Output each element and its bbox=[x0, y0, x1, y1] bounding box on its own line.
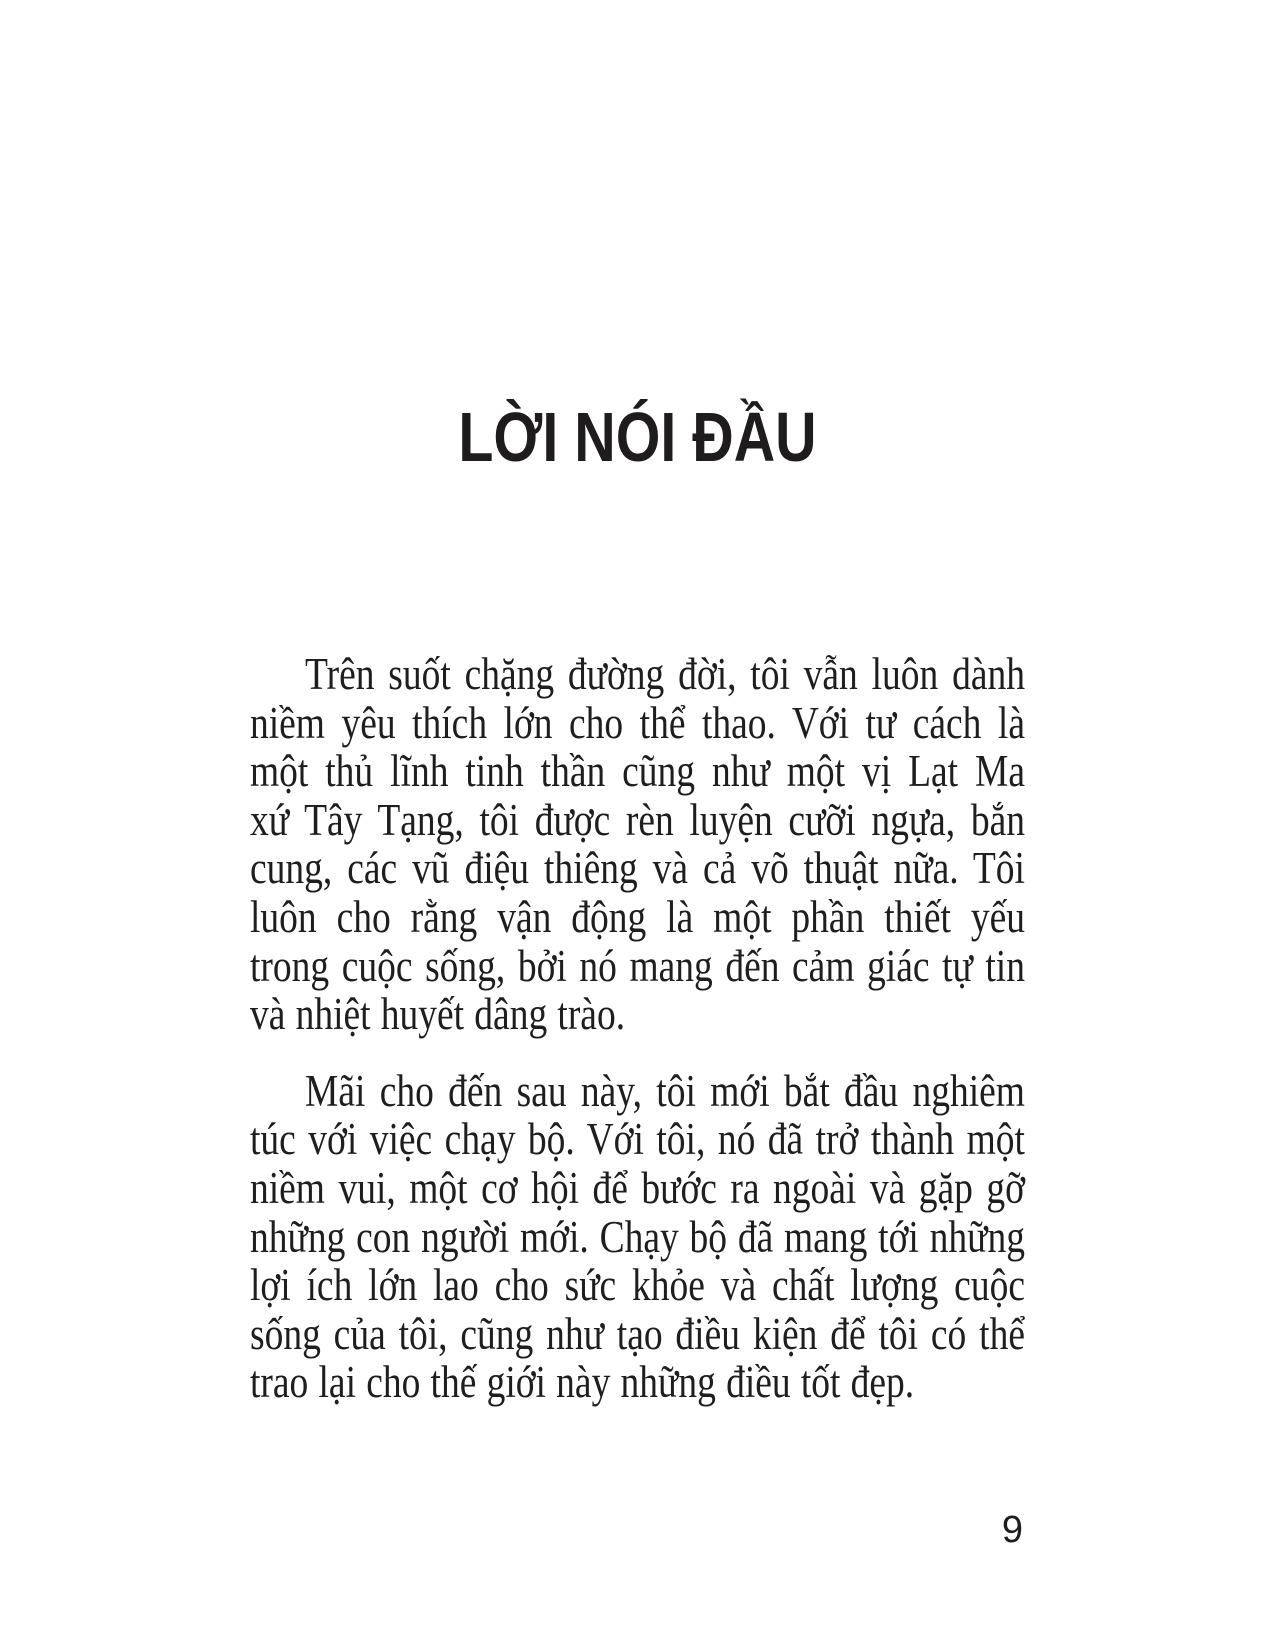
paragraph-1-line: một thủ lĩnh tinh thần cũng như một vị Lạt Ma bbox=[250, 746, 1025, 797]
paragraph-2 bbox=[250, 1067, 1025, 1407]
paragraph-2-line: niềm vui, một cơ hội để bước ra ngoài và gặp gỡ bbox=[250, 1162, 1025, 1213]
body-text bbox=[250, 650, 1025, 1407]
page-number: 9 bbox=[1001, 1509, 1023, 1551]
paragraph-2-line: những con người mới. Chạy bộ đã mang tới những bbox=[250, 1211, 1025, 1262]
paragraph-1-line: xứ Tây Tạng, tôi được rèn luyện cưỡi ngựa, bắn bbox=[250, 794, 1025, 845]
paragraph-1 bbox=[250, 650, 1025, 1039]
paragraph-1-line: Trên suốt chặng đường đời, tôi vẫn luôn dành bbox=[304, 649, 1025, 699]
paragraph-1-line: cung, các vũ điệu thiêng và cả võ thuật nữa. Tôi bbox=[250, 843, 1025, 894]
paragraph-1-line: trong cuộc sống, bởi nó mang đến cảm giác tự tin bbox=[250, 940, 1025, 991]
paragraph-1-line: luôn cho rằng vận động là một phần thiết yếu bbox=[250, 891, 1025, 942]
paragraph-2-line: trao lại cho thế giới này những điều tốt đẹp. bbox=[250, 1357, 915, 1408]
paragraph-2-line: lợi ích lớn lao cho sức khỏe và chất lượng cuộc bbox=[250, 1260, 1025, 1311]
paragraph-1-line: và nhiệt huyết dâng trào. bbox=[250, 989, 626, 1040]
chapter-title: LỜI NÓI ĐẦU bbox=[458, 397, 817, 476]
paragraph-2-line: sống của tôi, cũng như tạo điều kiện để tôi có thể bbox=[250, 1308, 1025, 1359]
paragraph-1-line: niềm yêu thích lớn cho thể thao. Với tư cách là bbox=[250, 697, 1025, 748]
paragraph-2-line: Mãi cho đến sau này, tôi mới bắt đầu nghiêm bbox=[304, 1065, 1025, 1116]
paragraph-2-line: túc với việc chạy bộ. Với tôi, nó đã trở thành một bbox=[250, 1114, 1025, 1165]
